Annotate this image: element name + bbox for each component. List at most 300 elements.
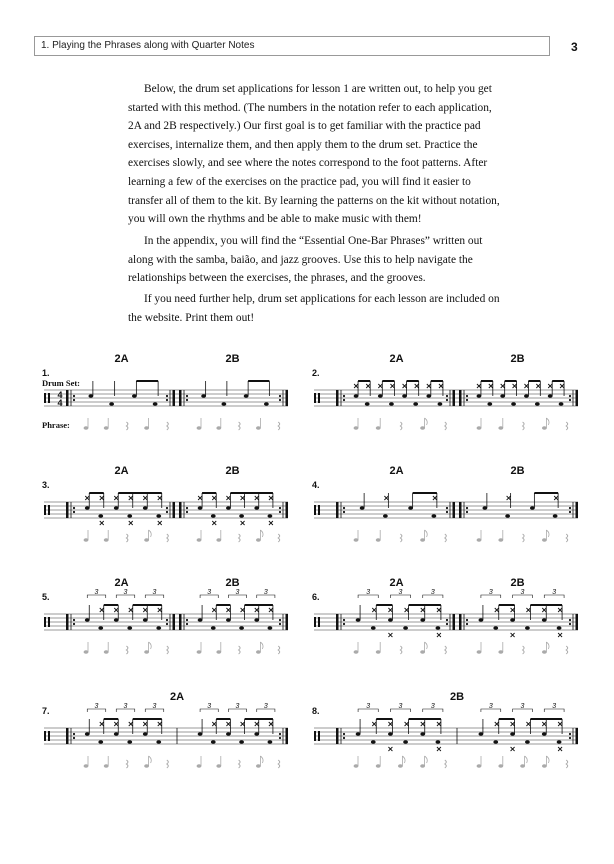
cymbal-note	[226, 722, 230, 726]
triplet-number: 3	[398, 703, 403, 710]
note-beam	[133, 604, 162, 606]
phrase-rest	[566, 422, 568, 430]
note-beam	[552, 380, 564, 382]
repeat-dot	[73, 395, 75, 397]
bass-note	[109, 402, 114, 406]
time-signature-top: 4	[57, 390, 63, 400]
measure-label: 2B	[449, 691, 465, 703]
header-title: 1. Playing the Phrases along with Quarter Notes	[41, 40, 255, 51]
cymbal-note	[437, 608, 441, 612]
bass-note	[535, 402, 540, 406]
repeat-bar	[459, 614, 462, 630]
example-number: 3.	[42, 480, 50, 490]
repeat-dot	[186, 395, 188, 397]
cymbal-note	[415, 384, 419, 388]
repeat-dot	[279, 511, 281, 513]
cymbal-note	[511, 608, 515, 612]
note-beam	[104, 718, 119, 720]
bass-note	[493, 626, 498, 630]
repeat-dot	[466, 507, 468, 509]
cymbal-note	[241, 722, 245, 726]
triplet-number: 3	[94, 589, 99, 596]
note-beam	[481, 380, 493, 382]
cymbal-note	[226, 608, 230, 612]
percussion-clef	[44, 505, 46, 515]
repeat-dot	[73, 507, 75, 509]
cymbal-note	[158, 496, 162, 500]
phrase-rest	[400, 422, 402, 430]
phrase-rest	[278, 422, 280, 430]
bass-note	[559, 402, 564, 406]
repeat-dot	[466, 395, 468, 397]
repeat-dot	[446, 395, 448, 397]
repeat-bar	[179, 390, 182, 406]
cymbal-note	[226, 496, 230, 500]
bass-note	[98, 740, 103, 744]
measure-label-2b: 2B	[510, 577, 525, 589]
cymbal-note	[513, 384, 517, 388]
repeat-dot	[446, 399, 448, 401]
bass-note	[371, 740, 376, 744]
note-beam	[534, 492, 558, 494]
bass-note	[127, 626, 132, 630]
repeat-dot	[569, 737, 571, 739]
repeat-dot	[73, 737, 75, 739]
phrase-rest	[523, 534, 525, 542]
triplet-number: 3	[263, 703, 268, 710]
phrase-rest	[445, 422, 447, 430]
cymbal-note	[114, 608, 118, 612]
bass-note	[553, 514, 558, 518]
repeat-dot	[166, 395, 168, 397]
triplet-number: 3	[520, 703, 525, 710]
hihat-foot-note	[241, 521, 245, 525]
percussion-clef	[314, 617, 316, 627]
cymbal-note	[129, 722, 133, 726]
repeat-dot	[73, 511, 75, 513]
cymbal-note	[269, 496, 273, 500]
triplet-number: 3	[235, 589, 240, 596]
cymbal-note	[378, 384, 382, 388]
note-beam	[118, 492, 162, 494]
bass-note	[431, 514, 436, 518]
repeat-bar	[336, 728, 339, 744]
note-beam	[499, 604, 515, 606]
triplet-number: 3	[235, 703, 240, 710]
repeat-dot	[569, 511, 571, 513]
bass-note	[383, 514, 388, 518]
triplet-number: 3	[552, 589, 557, 596]
cymbal-note	[554, 496, 558, 500]
phrase-rest	[445, 646, 447, 654]
bass-note	[211, 514, 216, 518]
repeat-dot	[569, 395, 571, 397]
repeat-dot	[569, 507, 571, 509]
cymbal-note	[511, 722, 515, 726]
phrase-flag	[525, 756, 528, 763]
hihat-foot-note	[511, 747, 515, 751]
cymbal-note	[241, 496, 245, 500]
cymbal-note	[255, 722, 259, 726]
cymbal-note	[158, 608, 162, 612]
repeat-dot	[466, 619, 468, 621]
bass-note	[156, 740, 161, 744]
page-number: 3	[571, 40, 578, 54]
cymbal-note	[100, 608, 104, 612]
repeat-dot	[343, 737, 345, 739]
triplet-number: 3	[398, 589, 403, 596]
cymbal-note	[158, 722, 162, 726]
repeat-dot	[446, 507, 448, 509]
cymbal-note	[269, 722, 273, 726]
phrase-rest	[167, 534, 169, 542]
repeat-dot	[343, 623, 345, 625]
cymbal-note	[100, 722, 104, 726]
hihat-foot-note	[437, 747, 441, 751]
triplet-number: 3	[552, 703, 557, 710]
repeat-dot	[279, 733, 281, 735]
bass-note	[511, 402, 516, 406]
paragraph-1: Below, the drum set applications for lesson 1 are written out, to help you get started with this method. (The numbers in the notation refer to each application, 2A and 2B respectively.) Our first goal is to get familiar with the practice pad exercises, internalize them, and then apply them to the drum set. Practice the exercises slowly, and see where the notes correspond to the foot patterns. After learning a few of the exercises on the practice pad, you will find it easier to transfer all of them to the kit. By learning the patterns on the kit without notation, you will own the rhythms and be able to make music with them!	[128, 83, 500, 226]
phrase-rest	[239, 534, 241, 542]
cymbal-note	[558, 722, 562, 726]
repeat-dot	[279, 507, 281, 509]
phrase-rest	[566, 534, 568, 542]
percussion-clef	[48, 393, 50, 403]
measure-label-2a: 2A	[389, 465, 404, 477]
cymbal-note	[388, 608, 392, 612]
note-beam	[407, 380, 419, 382]
repeat-bar	[576, 728, 579, 744]
bass-note	[268, 626, 273, 630]
bass-note	[557, 740, 562, 744]
cymbal-note	[560, 384, 564, 388]
bass-note	[413, 402, 418, 406]
hihat-foot-note	[558, 747, 562, 751]
phrase-rest	[126, 534, 127, 542]
percussion-clef	[44, 617, 46, 627]
phrase-rest	[523, 646, 525, 654]
cymbal-note	[269, 608, 273, 612]
bass-note	[156, 514, 161, 518]
triplet-number: 3	[152, 589, 157, 596]
note-beam	[245, 604, 273, 606]
repeat-bar	[173, 614, 176, 630]
cymbal-note	[143, 608, 147, 612]
cymbal-note	[526, 722, 530, 726]
note-beam	[136, 380, 158, 382]
triplet-number: 3	[94, 703, 99, 710]
triplet-number: 3	[488, 703, 493, 710]
example-number: 5.	[42, 592, 50, 602]
bass-note	[525, 740, 530, 744]
repeat-bar	[576, 614, 579, 630]
paragraph-2: In the appendix, you will find the “Essential One-Bar Phrases” written out along with the samba, baião, and jazz grooves. Use this to help navigate the relationships between the exercises, the phrases, and the grooves.	[128, 235, 483, 285]
measure-label-2b: 2B	[225, 353, 240, 365]
cymbal-note	[212, 722, 216, 726]
repeat-dot	[73, 619, 75, 621]
bass-note	[239, 740, 244, 744]
phrase-rest	[126, 422, 127, 430]
repeat-dot	[166, 623, 168, 625]
phrase-rest	[445, 534, 447, 542]
measure-label-2a: 2A	[114, 577, 129, 589]
repeat-bar	[336, 614, 339, 630]
repeat-bar	[336, 390, 339, 406]
percussion-clef	[318, 731, 320, 741]
hihat-foot-note	[511, 633, 515, 637]
bass-note	[127, 740, 132, 744]
repeat-dot	[343, 507, 345, 509]
phrase-rest	[239, 760, 241, 768]
cymbal-note	[403, 384, 407, 388]
bass-note	[211, 740, 216, 744]
note-beam	[376, 718, 392, 720]
note-beam	[202, 492, 216, 494]
repeat-bar	[66, 502, 69, 518]
note-beam	[358, 380, 370, 382]
triplet-number: 3	[520, 589, 525, 596]
cymbal-note	[558, 608, 562, 612]
repeat-dot	[446, 511, 448, 513]
time-signature-bottom: 4	[57, 398, 63, 408]
measure-label-2b: 2B	[225, 465, 240, 477]
repeat-dot	[279, 737, 281, 739]
measure-label-2b: 2B	[510, 353, 525, 365]
percussion-clef	[318, 617, 320, 627]
bass-note	[557, 626, 562, 630]
cymbal-note	[114, 496, 118, 500]
triplet-number: 3	[263, 589, 268, 596]
bass-note	[371, 626, 376, 630]
cymbal-note	[501, 384, 505, 388]
measure-label-2a: 2A	[389, 353, 404, 365]
cymbal-note	[542, 722, 546, 726]
hihat-foot-note	[388, 747, 392, 751]
cymbal-note	[255, 496, 259, 500]
repeat-dot	[343, 733, 345, 735]
bass-note	[487, 402, 492, 406]
note-beam	[409, 718, 441, 720]
phrase-rest	[278, 534, 280, 542]
repeat-dot	[166, 511, 168, 513]
repeat-bar	[286, 614, 289, 630]
cymbal-note	[405, 608, 409, 612]
cymbal-note	[100, 496, 104, 500]
cymbal-note	[421, 608, 425, 612]
bass-note	[493, 740, 498, 744]
bass-note	[98, 626, 103, 630]
repeat-bar	[66, 390, 69, 406]
phrase-rest	[239, 646, 241, 654]
cymbal-note	[241, 608, 245, 612]
cymbal-note	[489, 384, 493, 388]
repeat-bar	[173, 390, 176, 406]
repeat-dot	[279, 399, 281, 401]
repeat-bar	[336, 502, 339, 518]
measure-label-2b: 2B	[510, 465, 525, 477]
hihat-foot-note	[558, 633, 562, 637]
triplet-number: 3	[488, 589, 493, 596]
bass-note	[156, 626, 161, 630]
note-beam	[499, 718, 515, 720]
percussion-clef	[44, 393, 46, 403]
measure-label-2a: 2A	[114, 353, 129, 365]
cymbal-note	[366, 384, 370, 388]
note-beam	[104, 604, 119, 606]
note-beam	[216, 604, 230, 606]
measure-label-2b: 2B	[225, 577, 240, 589]
repeat-bar	[66, 614, 69, 630]
cymbal-note	[477, 384, 481, 388]
note-beam	[216, 718, 230, 720]
repeat-bar	[459, 502, 462, 518]
cymbal-note	[372, 722, 376, 726]
phrase-rest	[278, 760, 280, 768]
cymbal-note	[536, 384, 540, 388]
repeat-dot	[569, 623, 571, 625]
phrase-rest	[400, 534, 402, 542]
cymbal-note	[212, 496, 216, 500]
repeat-dot	[166, 399, 168, 401]
bass-note	[365, 402, 370, 406]
bass-note	[436, 626, 441, 630]
cymbal-note	[507, 496, 511, 500]
repeat-bar	[179, 502, 182, 518]
cymbal-note	[495, 722, 499, 726]
percussion-clef	[318, 393, 320, 403]
repeat-dot	[466, 623, 468, 625]
hihat-foot-note	[437, 633, 441, 637]
example-number: 4.	[312, 480, 320, 490]
cymbal-note	[114, 722, 118, 726]
percussion-clef	[318, 505, 320, 515]
repeat-dot	[73, 733, 75, 735]
repeat-dot	[73, 399, 75, 401]
cymbal-note	[439, 384, 443, 388]
triplet-number: 3	[152, 703, 157, 710]
repeat-dot	[186, 507, 188, 509]
repeat-bar	[576, 502, 579, 518]
phrase-rest	[523, 422, 525, 430]
hihat-foot-note	[158, 521, 162, 525]
phrase-rest	[445, 760, 447, 768]
note-beam	[528, 380, 540, 382]
example-number: 6.	[312, 592, 320, 602]
repeat-bar	[459, 390, 462, 406]
bass-note	[98, 514, 103, 518]
bass-note	[436, 740, 441, 744]
repeat-bar	[576, 390, 579, 406]
repeat-bar	[286, 390, 289, 406]
percussion-clef	[48, 731, 50, 741]
measure-label-2a: 2A	[389, 577, 404, 589]
repeat-dot	[569, 399, 571, 401]
cymbal-note	[143, 722, 147, 726]
note-beam	[248, 380, 269, 382]
repeat-dot	[186, 399, 188, 401]
bass-note	[389, 402, 394, 406]
cymbal-note	[390, 384, 394, 388]
repeat-dot	[186, 511, 188, 513]
bass-note	[403, 740, 408, 744]
cymbal-note	[524, 384, 528, 388]
cymbal-note	[129, 496, 133, 500]
paragraph-3: If you need further help, drum set applications for each lesson are included on the website. Print them out!	[128, 293, 500, 324]
repeat-dot	[466, 511, 468, 513]
note-beam	[431, 380, 443, 382]
note-beam	[409, 604, 441, 606]
note-beam	[133, 718, 162, 720]
bass-note	[268, 514, 273, 518]
triplet-number: 3	[430, 589, 435, 596]
bass-note	[264, 402, 269, 406]
triplet-number: 3	[207, 703, 212, 710]
note-beam	[530, 718, 562, 720]
cymbal-note	[212, 608, 216, 612]
repeat-dot	[343, 619, 345, 621]
repeat-dot	[166, 619, 168, 621]
percussion-clef	[48, 505, 50, 515]
triplet-number: 3	[366, 703, 371, 710]
repeat-bar	[453, 614, 456, 630]
cymbal-note	[354, 384, 358, 388]
bass-note	[403, 626, 408, 630]
repeat-dot	[279, 623, 281, 625]
repeat-dot	[279, 395, 281, 397]
phrase-flag	[546, 642, 549, 649]
phrase-rest	[167, 646, 169, 654]
triplet-number: 3	[430, 703, 435, 710]
phrase-rest	[566, 646, 568, 654]
repeat-dot	[279, 619, 281, 621]
phrase-flag	[546, 418, 549, 425]
cymbal-note	[405, 722, 409, 726]
repeat-dot	[569, 619, 571, 621]
example-number: 7.	[42, 706, 50, 716]
phrase-rest	[239, 422, 241, 430]
bass-note	[268, 740, 273, 744]
phrase-rest	[400, 646, 402, 654]
percussion-clef	[314, 731, 316, 741]
triplet-number: 3	[123, 589, 128, 596]
cymbal-note	[437, 722, 441, 726]
triplet-number: 3	[207, 589, 212, 596]
bass-note	[127, 514, 132, 518]
repeat-bar	[179, 614, 182, 630]
bass-note	[239, 514, 244, 518]
repeat-dot	[466, 399, 468, 401]
bass-note	[211, 626, 216, 630]
percussion-clef	[48, 617, 50, 627]
repeat-bar	[453, 502, 456, 518]
percussion-clef	[314, 393, 316, 403]
bass-note	[221, 402, 226, 406]
triplet-number: 3	[123, 703, 128, 710]
bass-note	[438, 402, 443, 406]
repeat-bar	[173, 502, 176, 518]
cymbal-note	[255, 608, 259, 612]
repeat-dot	[343, 395, 345, 397]
note-beam	[376, 604, 392, 606]
drum-set-label: Drum Set:	[42, 378, 81, 388]
cymbal-note	[421, 722, 425, 726]
cymbal-note	[85, 496, 89, 500]
note-beam	[89, 492, 104, 494]
cymbal-note	[129, 608, 133, 612]
example-number: 2.	[312, 368, 320, 378]
note-beam	[505, 380, 517, 382]
